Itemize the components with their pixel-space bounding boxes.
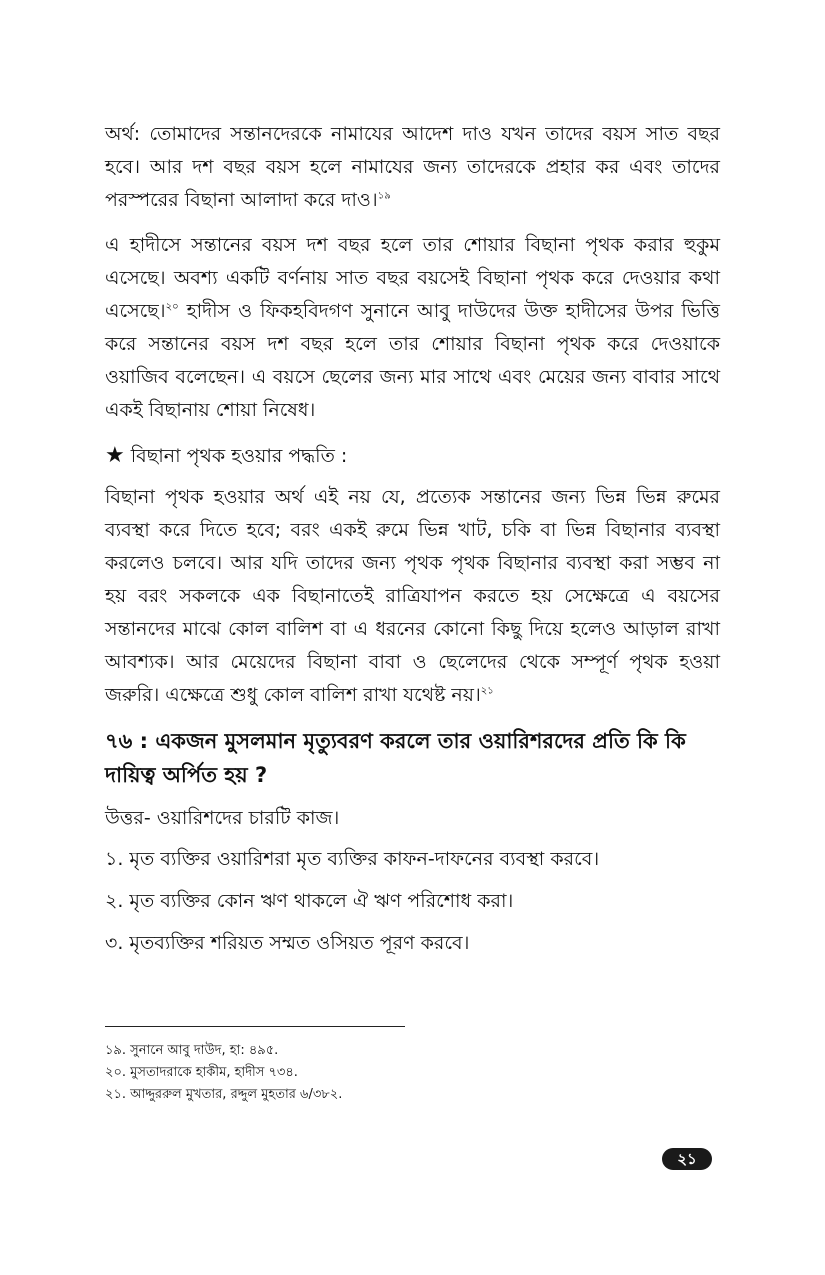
main-content: [105, 118, 720, 969]
footnote: ১৯. সুনানে আবু দাউদ, হা: ৪৯৫.: [105, 1043, 279, 1058]
section-heading: [105, 439, 720, 473]
paragraph-meaning: [105, 118, 720, 217]
footnote-ref[interactable]: ১৯: [377, 190, 391, 202]
paragraph-text-continued: হাদীস ও ফিকহবিদগণ সুনানে আবু দাউদের উক্ত হাদীসের উপর ভিত্তি করে সন্তানের বয়স দশ বছর হলে তার শোয়ার বিছানা পৃথক করে দেওয়াকে ওয়াজিব বলেছেন। এ বয়সে ছেলের জন্য মার সাথে এবং মেয়ের জন্য বাবার সাথে একই বিছানায় শোয়া নিষেধ।: [105, 300, 720, 421]
paragraph-explanation: [105, 229, 720, 427]
answer-item: ৩. মৃতব্যক্তির শরিয়ত সম্মত ওসিয়ত পূরণ করবে।: [105, 932, 470, 954]
footnote: ২১. আদ্দুররুল মুখতার, রদ্দুল মুহতার ৬/৩৮২.: [105, 1087, 343, 1102]
footnotes: [105, 1040, 605, 1106]
answer-intro: উত্তর- ওয়ারিশদের চারটি কাজ।: [105, 807, 340, 829]
page-number-badge: ২১: [662, 1148, 712, 1170]
answer-item: ১. মৃত ব্যক্তির ওয়ারিশরা মৃত ব্যক্তির কাফন-দাফনের ব্যবস্থা করবে।: [105, 848, 600, 870]
paragraph-text: অর্থ: তোমাদের সন্তানদেরকে নামাযের আদেশ দাও যখন তাদের বয়স সাত বছর হবে। আর দশ বছর বয়স হলে নামাযের জন্য তাদেরকে প্রহার কর এবং তাদের পরস্পরের বিছানা আলাদা করে দাও।: [105, 123, 720, 211]
paragraph-text: বিছানা পৃথক হওয়ার অর্থ এই নয় যে, প্রত্যেক সন্তানের জন্য ভিন্ন ভিন্ন রুমের ব্যবস্থা করে দিতে হবে; বরং একই রুমে ভিন্ন খাট, চকি বা ভিন্ন বিছানার ব্যবস্থা করলেও চলবে। আর যদি তাদের জন্য পৃথক পৃথক বিছানার ব্যবস্থা করা সম্ভব না হয় বরং সকলকে এক বিছানাতেই রাত্রিযাপন করতে হয় সেক্ষেত্রে এ বয়সের সন্তানদের মাঝে কোল বালিশ বা এ ধরনের কোনো কিছু দিয়ে হলেও আড়াল রাখা আবশ্যক। আর মেয়েদের বিছানা বাবা ও ছেলেদের থেকে সম্পূর্ণ পৃথক হওয়া জরুরি। এক্ষেত্রে শুধু কোল বালিশ রাখা যথেষ্ট নয়।: [105, 486, 720, 706]
section-title: বিছানা পৃথক হওয়ার পদ্ধতি :: [130, 445, 348, 467]
footnote-ref[interactable]: ২১: [480, 685, 494, 697]
question-heading: ৭৬ : একজন মুসলমান মৃত্যুবরণ করলে তার ওয়ারিশরদের প্রতি কি কি দায়িত্ব অর্পিত হয় ?: [105, 729, 686, 787]
answer-item: ২. মৃত ব্যক্তির কোন ঋণ থাকলে ঐ ঋণ পরিশোধ করা।: [105, 890, 514, 912]
star-icon: ★: [105, 443, 125, 468]
footnote-divider: [105, 1026, 405, 1027]
paragraph-text: এ হাদীসে সন্তানের বয়স দশ বছর হলে তার শোয়ার বিছানা পৃথক করার হুকুম এসেছে। অবশ্য একটি বর্ণনায় সাত বছর বয়সেই বিছানা পৃথক করে দেওয়ার কথা এসেছে।: [105, 234, 720, 322]
footnote: ২০. মুসতাদরাকে হাকীম, হাদীস ৭৩৪.: [105, 1065, 298, 1080]
paragraph-method: [105, 481, 720, 712]
footnote-ref[interactable]: ২০: [165, 301, 179, 313]
